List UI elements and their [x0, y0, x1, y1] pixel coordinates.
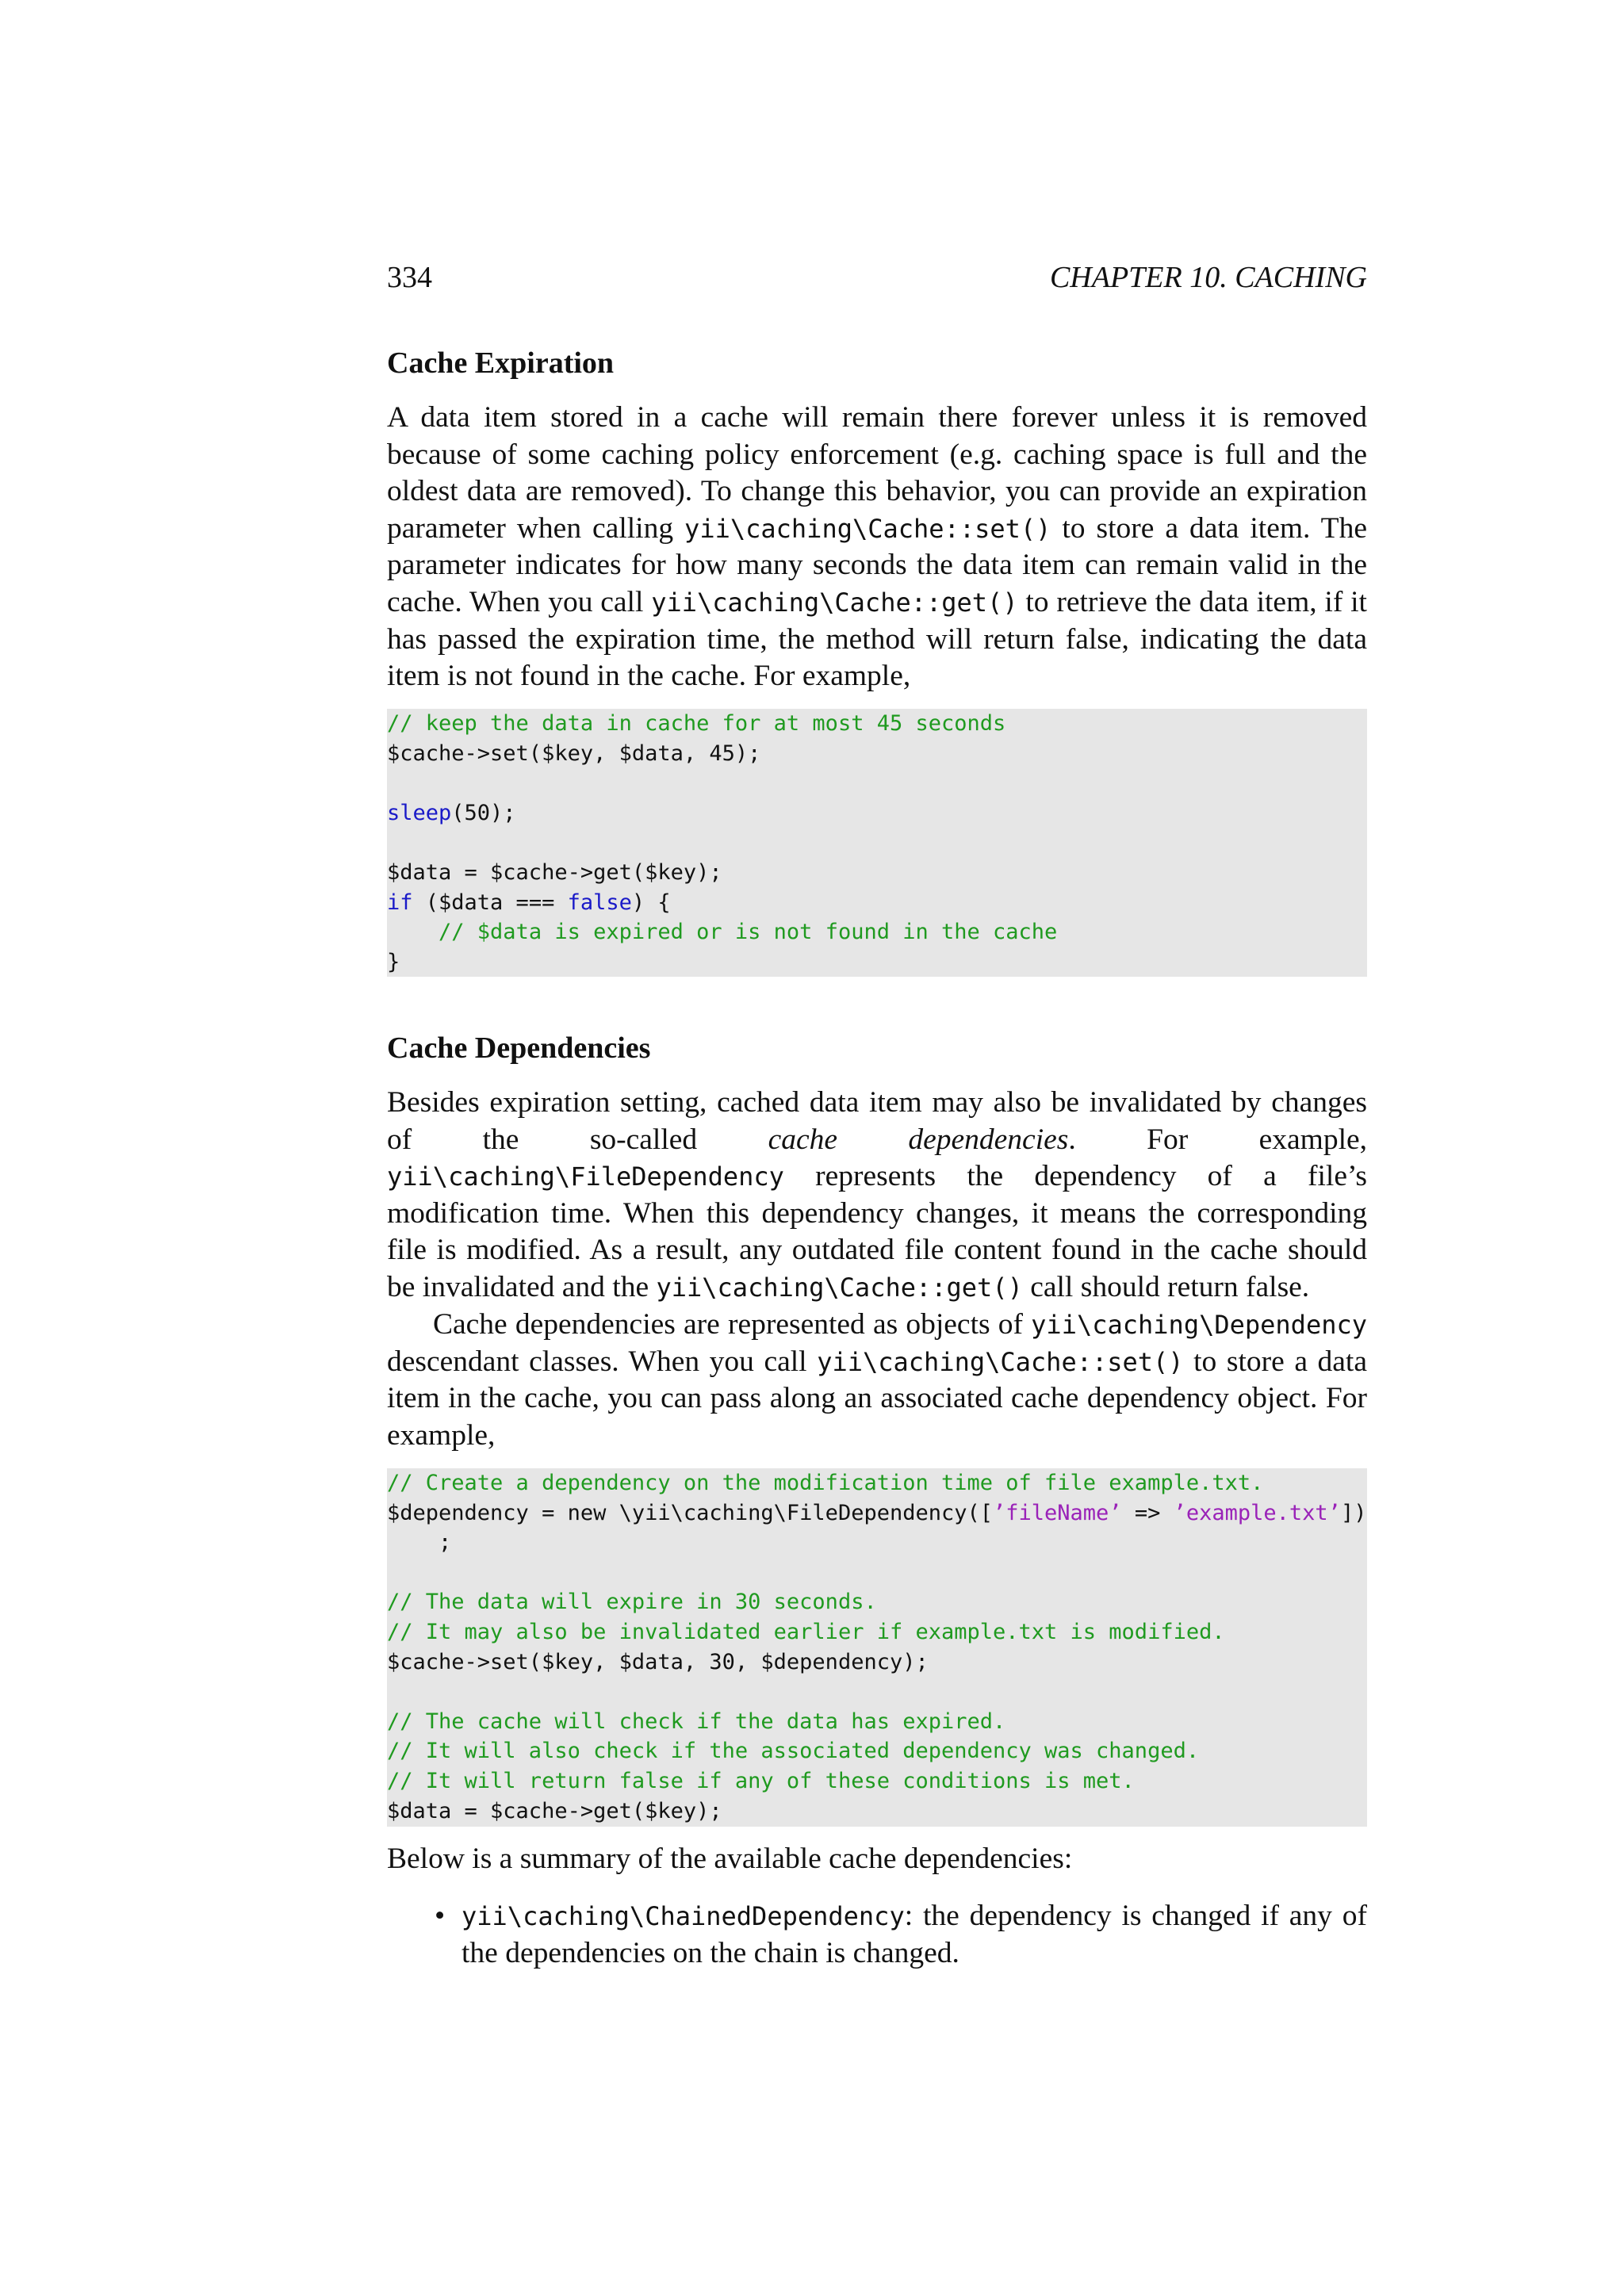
text-run: to retrieve the data item, if it has passed the expiration time, the method will return false, indicating the data item is not found in the cache. For example, [387, 585, 1367, 693]
text-run: descendant classes. When you call [387, 1345, 818, 1378]
list-item-chained-dependency [462, 1898, 1367, 1972]
code-line: $dependency = new \yii\caching\FileDependency([ [387, 1500, 994, 1525]
heading-cache-dependencies: Cache Dependencies [387, 1031, 651, 1065]
code-comment: // It will also check if the associated dependency was changed. [387, 1739, 1200, 1764]
text-run: to store a data item. The parameter indicates for how many seconds the data item can remain valid in the cache. When you call [387, 511, 1367, 618]
code-string: ’fileName’ [993, 1500, 1122, 1525]
code-comment: // The data will expire in 30 seconds. [387, 1590, 877, 1615]
inline-code-cache-get: yii\caching\Cache::get() [651, 587, 1018, 618]
code-line: ) { [631, 890, 671, 915]
heading-cache-expiration: Cache Expiration [387, 346, 615, 380]
emphasis-cache-dependencies: cache dependencies [768, 1123, 1069, 1156]
bullet-point: • [435, 1900, 446, 1932]
running-header-chapter: CHAPTER 10. CACHING [1049, 261, 1367, 294]
text-run: A data item stored in a cache will remain there forever unless it is removed because of some caching policy enforcement (e.g. caching space is full and the oldest data are removed). To change this behavior, you can provide an expiration parameter when calling [387, 401, 1367, 545]
code-line: (50); [451, 800, 516, 825]
code-block-expiration [387, 709, 1367, 977]
code-line: ; [387, 1530, 452, 1556]
text-run: Cache dependencies are represented as objects of [433, 1308, 1032, 1341]
code-line: } [387, 949, 400, 974]
code-function: sleep [387, 800, 452, 825]
inline-code-cache-set: yii\caching\Cache::set() [684, 513, 1051, 544]
text-run: represents the dependency of a file’s modification time. When this dependency changes, it means the corresponding file is modified. As a result, any outdated file content found in the cache should be invalidated and the [387, 1160, 1367, 1303]
code-comment: // Create a dependency on the modification time of file example.txt. [387, 1471, 1264, 1495]
code-comment: // It will return false if any of these conditions is met. [387, 1768, 1135, 1793]
code-line: ($data === [412, 890, 568, 915]
code-block-dependency [387, 1468, 1367, 1827]
code-comment: // keep the data in cache for at most 45 seconds [387, 711, 1006, 736]
text-run: Besides expiration setting, cached data item may also be invalidated by changes of the so-called [387, 1086, 1367, 1156]
paragraph-cache-dependencies [387, 1085, 1367, 1307]
code-line: => [1121, 1500, 1174, 1525]
code-comment: // It may also be invalidated earlier if example.txt is modified. [387, 1619, 1225, 1644]
inline-code-cache-set: yii\caching\Cache::set() [817, 1346, 1184, 1377]
inline-code-file-dependency: yii\caching\FileDependency [387, 1161, 784, 1192]
code-line: $data = $cache->get($key); [387, 859, 722, 885]
paragraph-dependency-objects [387, 1307, 1367, 1454]
inline-code-dependency: yii\caching\Dependency [1031, 1310, 1367, 1340]
code-line: $cache->set($key, $data, 30, $dependency); [387, 1649, 929, 1674]
code-keyword: if [387, 890, 413, 915]
code-string: ’example.txt’ [1173, 1500, 1341, 1525]
code-keyword: false [567, 890, 632, 915]
text-run: call should return false. [1022, 1270, 1310, 1303]
code-indent [387, 920, 439, 944]
inline-code-cache-get: yii\caching\Cache::get() [656, 1272, 1023, 1303]
text-run: to store a data item in the cache, you can pass along an associated cache dependency object. For example, [387, 1345, 1367, 1452]
text-run: : the dependency is changed if any of the dependencies on the chain is changed. [462, 1900, 1367, 1969]
code-comment: // $data is expired or is not found in the cache [439, 920, 1058, 945]
text-run: . For example, [1068, 1123, 1368, 1156]
inline-code-chained-dependency: yii\caching\ChainedDependency [462, 1901, 905, 1931]
page-number: 334 [387, 261, 432, 294]
code-line: $cache->set($key, $data, 45); [387, 740, 761, 766]
code-comment: // The cache will check if the data has expired. [387, 1709, 1006, 1734]
code-line: $data = $cache->get($key); [387, 1798, 722, 1823]
paragraph-cache-expiration [387, 400, 1367, 695]
paragraph-summary: Below is a summary of the available cache dependencies: [387, 1843, 1073, 1875]
code-line: ]) [1340, 1500, 1367, 1525]
